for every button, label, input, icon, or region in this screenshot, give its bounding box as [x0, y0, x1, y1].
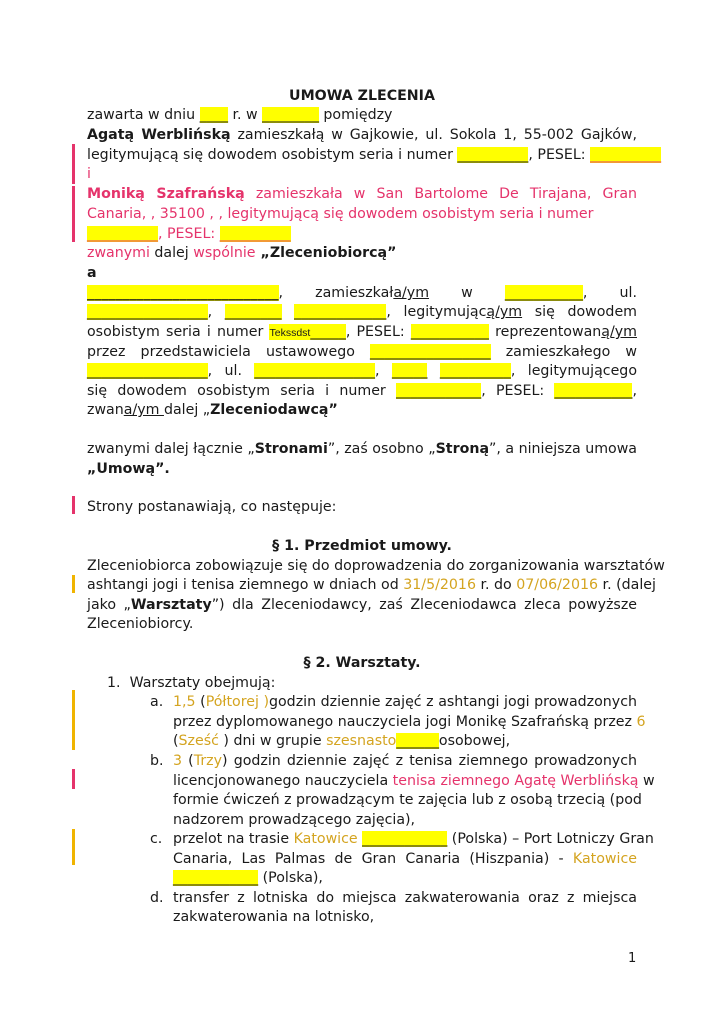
client-line-3: osobistym seria i numer Tekssdst_____, PESEL: ___________ reprezentowaną/ym	[87, 324, 637, 340]
pesel-field[interactable]: ___________	[410, 324, 489, 340]
list-item-b-line-3: formie ćwiczeń z prowadzącym te zajęcia lub z osobą trzecią (pod	[173, 792, 642, 808]
page-number: 1	[628, 951, 637, 966]
client-name-field[interactable]: ___________________________	[87, 285, 279, 301]
client-street-field[interactable]: _________________	[87, 304, 208, 320]
change-bar	[72, 690, 75, 750]
list-item-c-line-3: ____________ (Polska),	[173, 870, 323, 886]
list-item-a-line-1: 1,5 (Półtorej )godzin dziennie zajęć z ashtangi jogi prowadzonych	[173, 694, 637, 710]
list-item-d-line-2: zakwaterowania na lotnisko,	[173, 909, 375, 925]
list-item-d-line-1: transfer z lotniska do miejsca zakwaterowania oraz z miejsca	[173, 890, 637, 906]
list-marker: a.	[150, 694, 164, 710]
section-2-heading: § 2. Warsztaty.	[303, 655, 421, 671]
list-item-c-line-1: przelot na trasie Katowice ____________ (Polska) – Port Lotniczy Gran	[173, 831, 654, 847]
document-title: UMOWA ZLECENIA	[289, 88, 435, 104]
pesel-field[interactable]: __________	[590, 147, 662, 163]
guardian-city-field[interactable]: _________________	[87, 363, 208, 379]
change-bar	[72, 144, 75, 184]
section-1-line-2: ashtangi jogi i tenisa ziemnego w dniach od 31/5/2016 r. do 07/06/2016 r. (dalej	[87, 577, 656, 593]
guardian-field[interactable]: _________________	[370, 344, 491, 360]
list-item-b-line-1: 3 (Trzy) godzin dziennie zajęć z tenisa ziemnego prowadzonych	[173, 753, 637, 769]
party-2-id-line: __________, PESEL: __________	[87, 226, 291, 242]
guardian-street-field[interactable]: _________________	[254, 363, 376, 379]
client-definition-line: zwana/ym dalej „Zleceniodawcą”	[87, 402, 338, 418]
contractor-term: Zleceniobiorcą	[269, 245, 388, 261]
client-line-6: się dowodem osobistym seria i numer ____________, PESEL: ___________,	[87, 383, 637, 399]
client-postcode-field[interactable]: ________	[224, 304, 282, 320]
list-marker: c.	[150, 831, 163, 847]
conjunction: a	[87, 265, 97, 281]
change-bar	[72, 575, 75, 593]
party-2-address-line: Canaria, , 35100 , , legitymującą się dowodem osobistym seria i numer	[87, 206, 594, 222]
parties-definition-line: zwanymi dalej łącznie „Stronami”, zaś osobno „Stroną”, a niniejsza umowa	[87, 441, 637, 457]
party-1-name: Agatą Werblińską	[87, 127, 231, 143]
id-number-field[interactable]: __________	[457, 147, 529, 163]
change-bar	[72, 769, 75, 789]
list-item-b-line-2: licencjonowanego nauczyciela tenisa ziemnego Agatę Werblińską w	[173, 773, 655, 789]
list-item-a-line-3: (Sześć ) dni w grupie szesnasto______osobowej,	[173, 733, 511, 749]
party-1-line: Agatą Werblińską zamieszkałą w Gajkowie, ul. Sokola 1, 55-002 Gajków,	[87, 127, 637, 143]
conjunction: i	[87, 166, 91, 182]
list-item-1: 1. Warsztaty obejmują:	[107, 675, 276, 691]
client-city-field[interactable]: ___________	[504, 285, 583, 301]
guardian-postcode-field[interactable]: _____	[391, 363, 428, 379]
guardian-town-field[interactable]: __________	[439, 363, 511, 379]
client-line-1: ___________________________, zamieszkała/ym w ___________, ul.	[87, 285, 637, 301]
client-line-5: _________________, ul. _________________, _____ __________, legitymującego	[87, 363, 637, 379]
party-2-line: Moniką Szafrańską zamieszkała w San Bartolome De Tirajana, Gran	[87, 186, 638, 202]
start-date: 31/5/2016	[403, 577, 476, 593]
party-2-name: Moniką Szafrańską	[87, 186, 245, 202]
client-line-4: przez przedstawiciela ustawowego _________________ zamieszkałego w	[87, 344, 637, 360]
change-bar	[72, 496, 75, 514]
list-item-c-line-2: Canaria, Las Palmas de Gran Canaria (Hiszpania) - Katowice	[173, 851, 637, 867]
end-date: 07/06/2016	[516, 577, 599, 593]
party-1-id-line: legitymującą się dowodem osobistym seria i numer __________, PESEL: __________	[87, 147, 662, 163]
date-field[interactable]: ____	[199, 107, 228, 123]
section-1-line-1: Zleceniobiorca zobowiązuje się do doprowadzenia do zorganizowania warsztatów	[87, 558, 665, 574]
departure-airport-field[interactable]: ____________	[362, 831, 448, 847]
list-item-b-line-4: nadzorem prowadzącego zajęcia),	[173, 812, 416, 828]
client-term: Zleceniodawcą	[210, 402, 329, 418]
contract-date-line: zawarta w dniu ____ r. w ________ pomiędzy	[87, 107, 393, 123]
change-bar	[72, 829, 75, 865]
pesel-field[interactable]: ___________	[554, 383, 633, 399]
return-airport-field[interactable]: ____________	[173, 870, 259, 886]
section-1-heading: § 1. Przedmiot umowy.	[272, 538, 452, 554]
group-size-field[interactable]: ______	[396, 733, 439, 749]
section-1-line-4: Zleceniobiorcy.	[87, 616, 194, 632]
section-1-line-3: jako „Warsztaty”) dla Zleceniodawcy, zaś Zleceniodawca zleca powyższe	[87, 597, 637, 613]
agreement-definition-line: „Umową”.	[87, 461, 170, 477]
place-field[interactable]: ________	[262, 107, 319, 123]
pesel-field[interactable]: __________	[219, 226, 291, 242]
client-line-2: _________________, ________ _____________, legitymującą/ym się dowodem	[87, 304, 637, 320]
preamble-line: Strony postanawiają, co następuje:	[87, 499, 337, 515]
id-number-field[interactable]: __________	[87, 226, 158, 242]
change-bar	[72, 186, 75, 242]
list-marker: b.	[150, 753, 164, 769]
id-number-field[interactable]: ____________	[396, 383, 482, 399]
contractor-definition-line: zwanymi dalej wspólnie „Zleceniobiorcą”	[87, 245, 397, 261]
client-town-field[interactable]: _____________	[294, 304, 387, 320]
id-number-field[interactable]: Tekssdst	[269, 327, 311, 339]
list-item-a-line-2: przez dyplomowanego nauczyciela jogi Monikę Szafrańską przez 6	[173, 714, 646, 730]
list-marker: d.	[150, 890, 164, 906]
